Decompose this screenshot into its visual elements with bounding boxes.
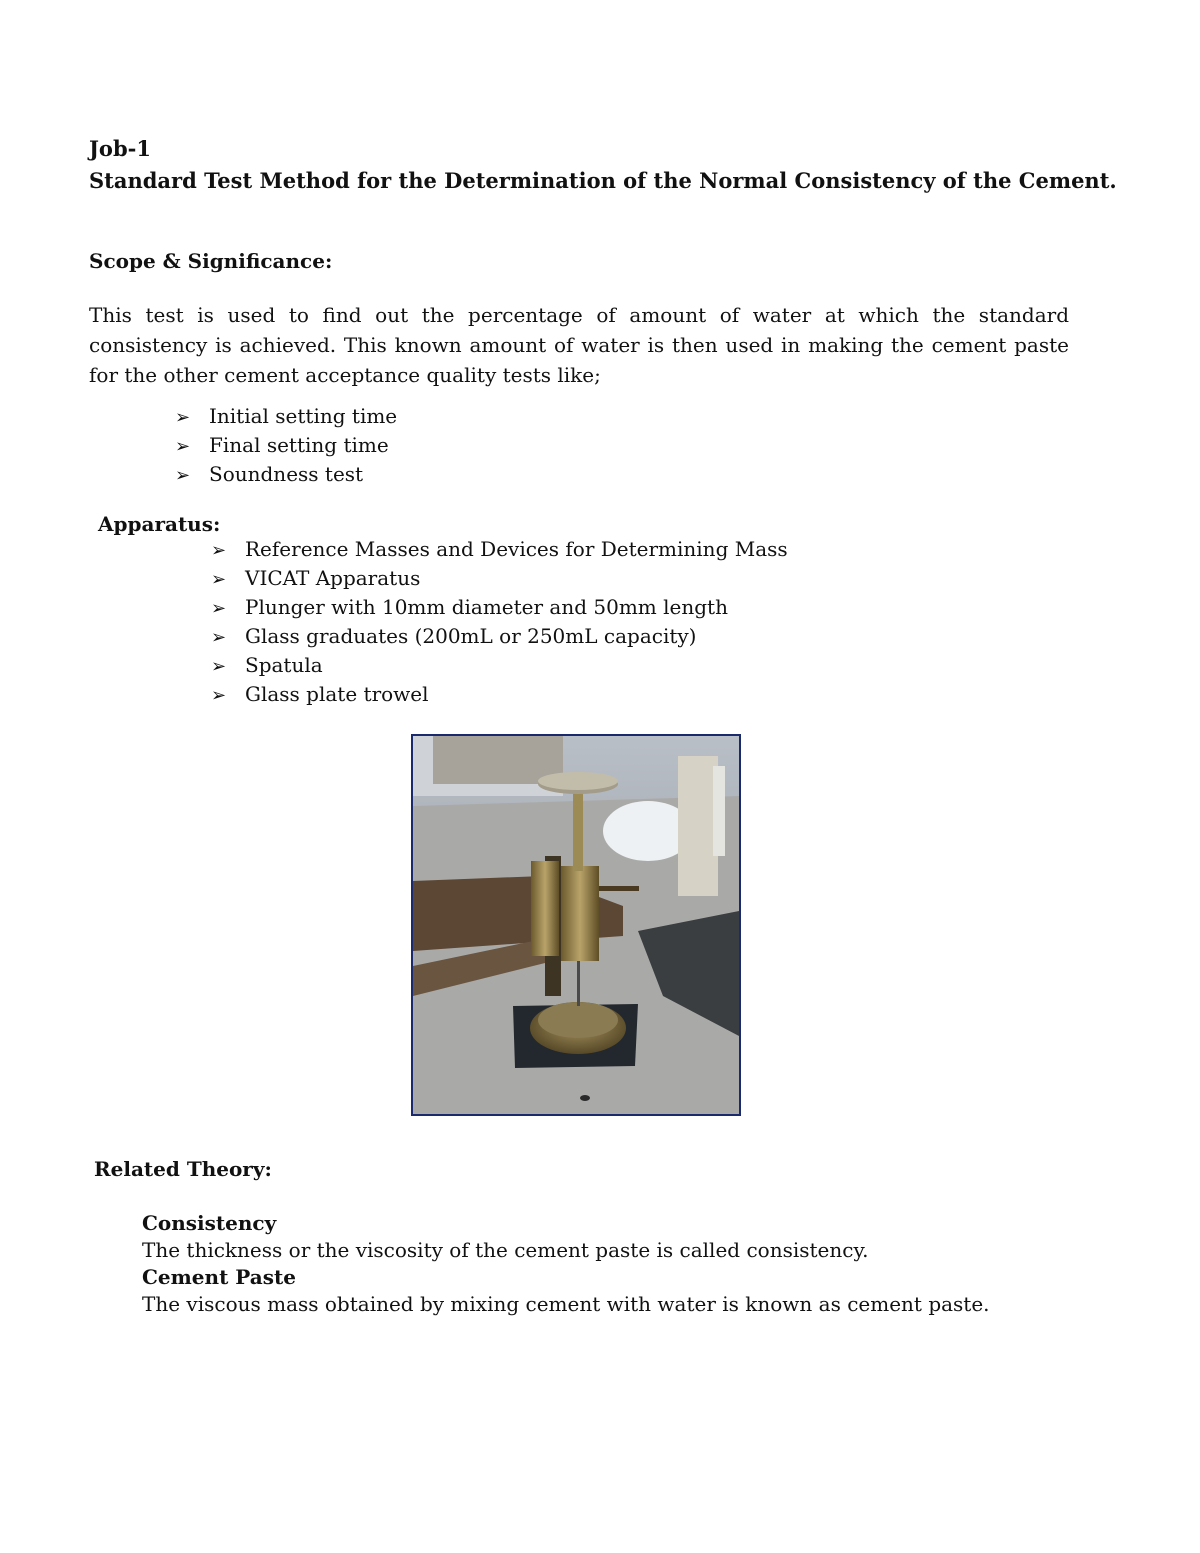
arrow-bullet-icon: ➢ (211, 627, 227, 648)
scope-paragraph: This test is used to find out the percentage of amount of water at which the standard consistency is achieved. This known amount of water is then used in making the cement paste for the other cement acceptance quality tests like; (89, 303, 1069, 387)
arrow-bullet-icon: ➢ (175, 436, 191, 457)
list-item: ➢ Reference Masses and Devices for Determining Mass (211, 535, 788, 564)
arrow-bullet-icon: ➢ (211, 569, 227, 590)
list-item: ➢ VICAT Apparatus (211, 564, 788, 593)
list-item: ➢ Spatula (211, 651, 788, 680)
related-theory-heading: Related Theory: (94, 1157, 272, 1181)
scope-heading: Scope & Significance: (89, 249, 333, 273)
list-item: ➢ Plunger with 10mm diameter and 50mm length (211, 593, 788, 622)
arrow-bullet-icon: ➢ (175, 407, 191, 428)
apparatus-heading: Apparatus: (98, 512, 221, 536)
arrow-bullet-icon: ➢ (211, 540, 227, 561)
apparatus-list (211, 535, 788, 709)
list-item: ➢ Glass plate trowel (211, 680, 788, 709)
consistency-term: Consistency (142, 1211, 277, 1235)
tests-list (175, 402, 397, 489)
consistency-definition: The thickness or the viscosity of the cement paste is called consistency. (142, 1238, 869, 1262)
cement-paste-definition: The viscous mass obtained by mixing cement with water is known as cement paste. (142, 1292, 990, 1316)
job-label: Job-1 (89, 136, 151, 161)
list-item: ➢ Final setting time (175, 431, 397, 460)
arrow-bullet-icon: ➢ (175, 465, 191, 486)
list-item: ➢ Soundness test (175, 460, 397, 489)
vicat-apparatus-illustration (413, 736, 739, 1114)
cement-paste-term: Cement Paste (142, 1265, 296, 1289)
arrow-bullet-icon: ➢ (211, 685, 227, 706)
document-title: Standard Test Method for the Determination of the Normal Consistency of the Cement. (89, 168, 1117, 193)
vicat-apparatus-photo (411, 734, 741, 1116)
list-item: ➢ Initial setting time (175, 402, 397, 431)
arrow-bullet-icon: ➢ (211, 656, 227, 677)
list-item: ➢ Glass graduates (200mL or 250mL capacity) (211, 622, 788, 651)
arrow-bullet-icon: ➢ (211, 598, 227, 619)
